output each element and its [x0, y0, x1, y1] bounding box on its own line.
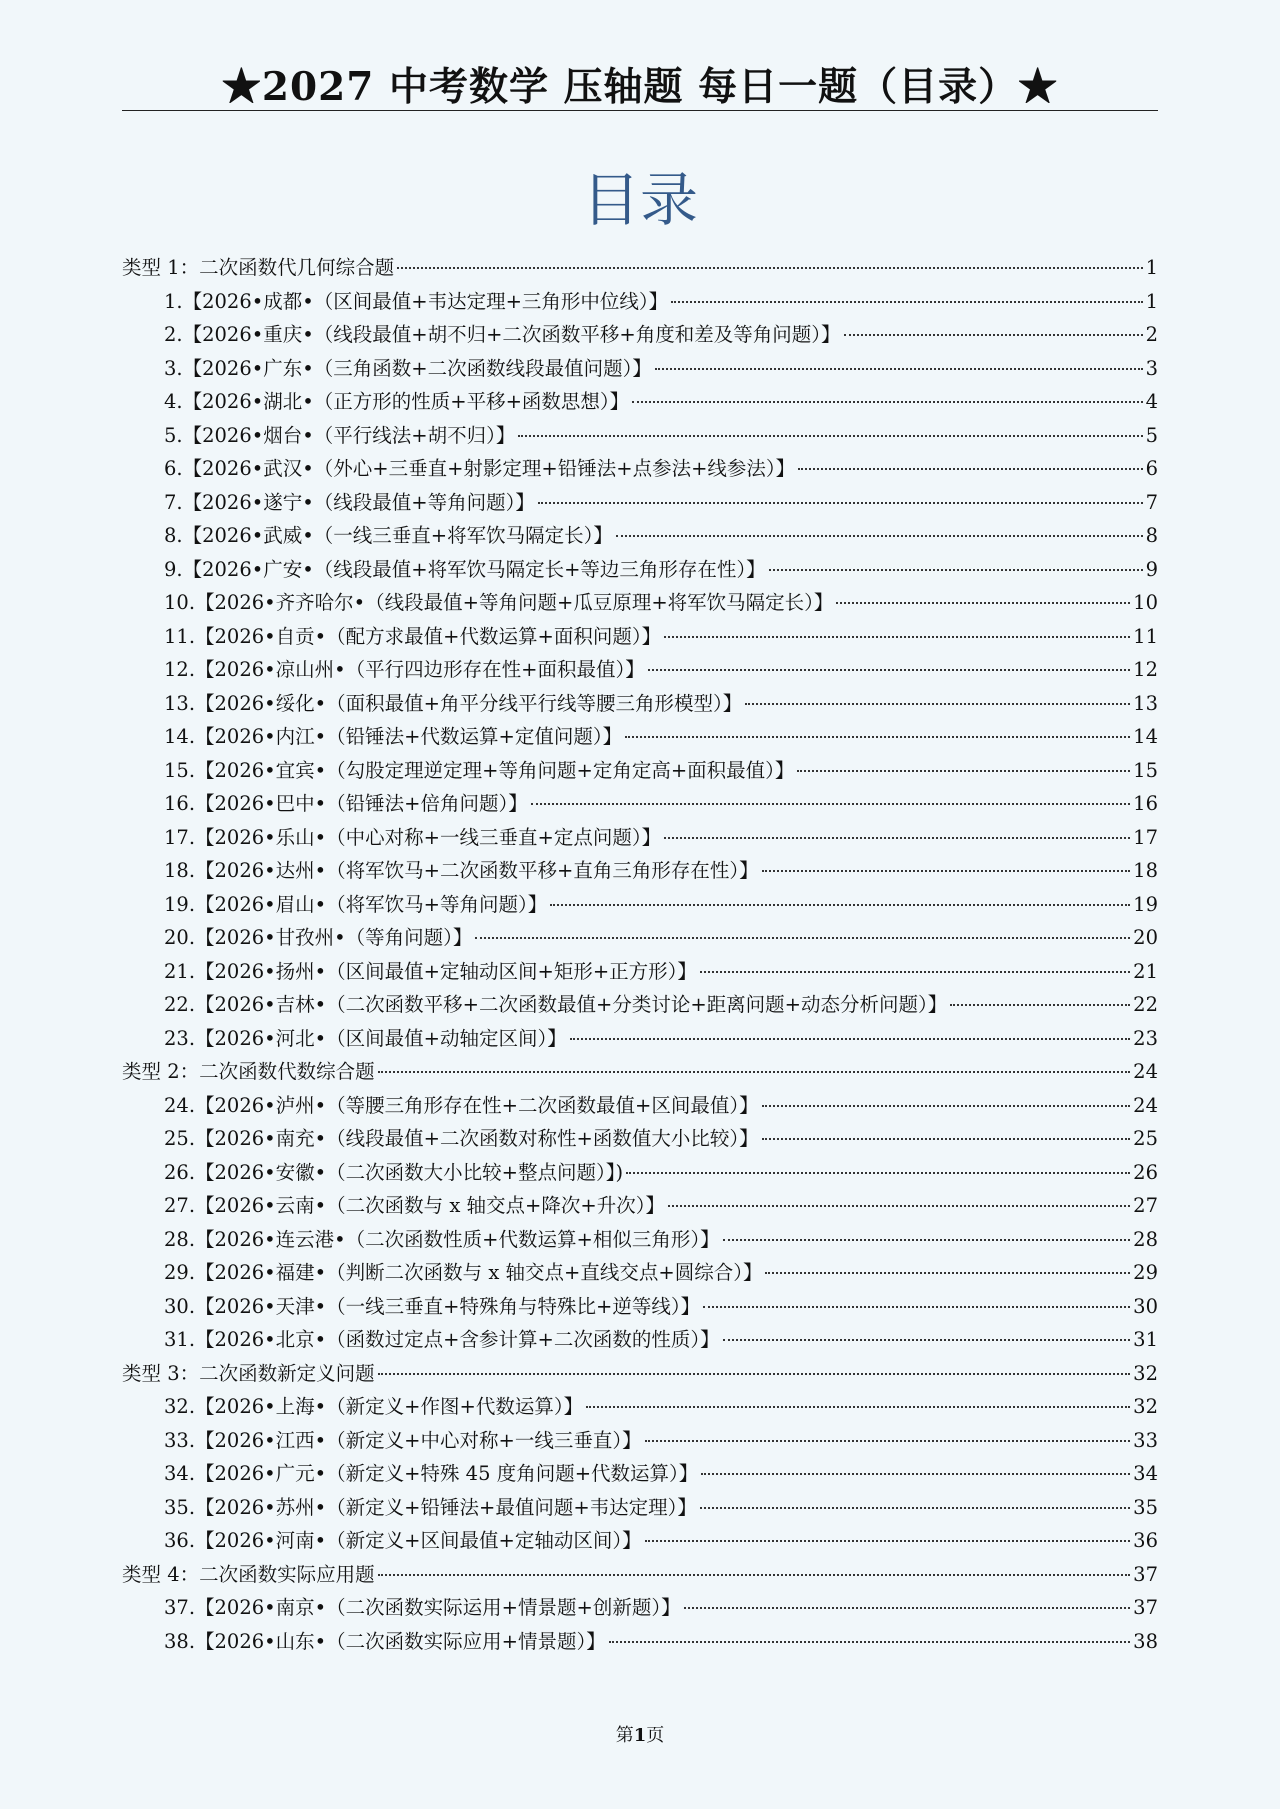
- toc-dot-leader: [538, 502, 1143, 504]
- toc-dot-leader: [586, 1406, 1130, 1408]
- toc-dot-leader: [648, 669, 1130, 671]
- toc-entry-text: 类型 2：二次函数代数综合题: [122, 1060, 375, 1083]
- toc-dot-leader: [378, 1071, 1131, 1073]
- toc-entry-text: 27.【2026•云南•（二次函数与 x 轴交点+降次+升次）】: [164, 1194, 665, 1217]
- toc-dot-leader: [844, 334, 1143, 336]
- toc-dot-leader: [655, 368, 1143, 370]
- toc-entry-text: 24.【2026•泸州•（等腰三角形存在性+二次函数最值+区间最值）】: [164, 1093, 759, 1117]
- toc-page-number: 36: [1133, 1529, 1158, 1552]
- toc-section-entry[interactable]: [122, 1558, 1158, 1592]
- toc-dot-leader: [645, 1440, 1131, 1442]
- toc-dot-leader: [769, 569, 1143, 571]
- toc-page-number: 37: [1133, 1596, 1158, 1619]
- toc-entry-text: 12.【2026•凉山州•（平行四边形存在性+面积最值）】: [164, 658, 645, 681]
- toc-entry-text: 14.【2026•内江•（铅锤法+代数运算+定值问题）】: [164, 725, 623, 748]
- toc-entry-text: 9.【2026•广安•（线段最值+将军饮马隔定长+等边三角形存在性）】: [164, 557, 766, 581]
- toc-page-number: 8: [1145, 524, 1158, 547]
- toc-entry[interactable]: [122, 1122, 1158, 1156]
- toc-dot-leader: [664, 636, 1130, 638]
- toc-entry-text: 26.【2026•安徽•（二次函数大小比较+整点问题）】): [164, 1160, 624, 1184]
- toc-dot-leader: [475, 937, 1130, 939]
- toc-entry[interactable]: [122, 553, 1158, 587]
- toc-page-number: 12: [1133, 658, 1158, 681]
- toc-page-number: 24: [1133, 1060, 1158, 1083]
- toc-entry[interactable]: [122, 419, 1158, 453]
- toc-page-number: 5: [1145, 423, 1158, 447]
- toc-entry-text: 22.【2026•吉林•（二次函数平移+二次函数最值+分类讨论+距离问题+动态分析问题）】: [164, 993, 948, 1016]
- toc-entry[interactable]: [122, 586, 1158, 620]
- toc-entry-text: 类型 3：二次函数新定义问题: [122, 1361, 375, 1385]
- toc-section-entry[interactable]: [122, 1357, 1158, 1391]
- toc-entry[interactable]: [122, 754, 1158, 788]
- toc-dot-leader: [645, 1540, 1131, 1542]
- toc-entry-text: 19.【2026•眉山•（将军饮马+等角问题）】: [164, 892, 548, 916]
- toc-page-number: 27: [1133, 1194, 1158, 1217]
- toc-page-number: 29: [1133, 1261, 1158, 1284]
- toc-page-number: 7: [1145, 490, 1158, 514]
- toc-entry[interactable]: [122, 1457, 1158, 1491]
- toc-dot-leader: [762, 1138, 1131, 1140]
- toc-entry[interactable]: [122, 888, 1158, 922]
- page-header-title: ★2027 中考数学 压轴题 每日一题（目录）★: [221, 64, 1059, 110]
- toc-page-number: 14: [1133, 725, 1158, 748]
- toc-dot-leader: [701, 1473, 1130, 1475]
- toc-entry-text: 21.【2026•扬州•（区间最值+定轴动区间+矩形+正方形）】: [164, 959, 697, 983]
- toc-page-number: 20: [1133, 926, 1158, 949]
- toc-dot-leader: [570, 1038, 1130, 1040]
- toc-page-number: 28: [1133, 1227, 1158, 1251]
- toc-entry[interactable]: [122, 653, 1158, 687]
- toc-entry[interactable]: [122, 318, 1158, 352]
- toc-entry-text: 4.【2026•湖北•（正方形的性质+平移+函数思想）】: [164, 390, 630, 413]
- toc-dot-leader: [664, 837, 1130, 839]
- toc-page-number: 18: [1133, 859, 1158, 882]
- toc-entry[interactable]: [122, 1591, 1158, 1625]
- table-of-contents: [122, 251, 1158, 1658]
- toc-heading: 目录: [581, 166, 698, 234]
- toc-page-number: 32: [1133, 1395, 1158, 1418]
- toc-entry[interactable]: [122, 1424, 1158, 1458]
- toc-dot-leader: [397, 267, 1142, 269]
- toc-entry-text: 1.【2026•成都•（区间最值+韦达定理+三角形中位线）】: [164, 289, 669, 313]
- toc-entry-text: 20.【2026•甘孜州•（等角问题）】: [164, 926, 473, 949]
- toc-page-number: 32: [1133, 1361, 1158, 1385]
- toc-entry[interactable]: [122, 1524, 1158, 1558]
- toc-entry-text: 35.【2026•苏州•（新定义+铅锤法+最值问题+韦达定理）】: [164, 1495, 697, 1519]
- toc-entry[interactable]: [122, 285, 1158, 319]
- toc-dot-leader: [723, 1239, 1131, 1241]
- toc-dot-leader: [762, 1105, 1131, 1107]
- toc-dot-leader: [531, 803, 1130, 805]
- toc-page-number: 23: [1133, 1026, 1158, 1050]
- toc-dot-leader: [700, 971, 1130, 973]
- toc-entry[interactable]: [122, 1290, 1158, 1324]
- toc-entry[interactable]: [122, 988, 1158, 1022]
- toc-section-entry[interactable]: [122, 251, 1158, 285]
- toc-entry-text: 25.【2026•南充•（线段最值+二次函数对称性+函数值大小比较）】: [164, 1127, 759, 1150]
- toc-entry-text: 11.【2026•自贡•（配方求最值+代数运算+面积问题）】: [164, 624, 662, 648]
- toc-dot-leader: [723, 1339, 1131, 1341]
- toc-dot-leader: [550, 904, 1130, 906]
- toc-entry-text: 7.【2026•遂宁•（线段最值+等角问题）】: [164, 490, 535, 514]
- toc-page-number: 19: [1133, 892, 1158, 916]
- toc-dot-leader: [950, 1004, 1130, 1006]
- toc-page-number: 33: [1133, 1428, 1158, 1452]
- toc-entry-text: 17.【2026•乐山•（中心对称+一线三垂直+定点问题）】: [164, 825, 662, 849]
- toc-entry-text: 5.【2026•烟台•（平行线法+胡不归）】: [164, 423, 516, 447]
- toc-entry[interactable]: [122, 1156, 1158, 1190]
- toc-entry-text: 36.【2026•河南•（新定义+区间最值+定轴动区间）】: [164, 1529, 642, 1552]
- toc-dot-leader: [609, 1641, 1130, 1643]
- toc-dot-leader: [518, 435, 1142, 437]
- toc-dot-leader: [378, 1373, 1131, 1375]
- toc-page-number: 6: [1145, 457, 1158, 480]
- toc-entry[interactable]: [122, 921, 1158, 955]
- toc-entry-text: 6.【2026•武汉•（外心+三垂直+射影定理+铅锤法+点参法+线参法）】: [164, 457, 796, 480]
- toc-entry-text: 28.【2026•连云港•（二次函数性质+代数运算+相似三角形）】: [164, 1227, 720, 1251]
- toc-entry-text: 30.【2026•天津•（一线三垂直+特殊角与特殊比+逆等线）】: [164, 1294, 701, 1318]
- toc-entry-text: 23.【2026•河北•（区间最值+动轴定区间）】: [164, 1026, 567, 1050]
- toc-dot-leader: [671, 301, 1142, 303]
- toc-entry[interactable]: [122, 787, 1158, 821]
- toc-entry[interactable]: [122, 1256, 1158, 1290]
- toc-entry[interactable]: [122, 687, 1158, 721]
- toc-entry[interactable]: [122, 854, 1158, 888]
- toc-dot-leader: [632, 401, 1142, 403]
- toc-entry-text: 33.【2026•江西•（新定义+中心对称+一线三垂直）】: [164, 1428, 642, 1452]
- toc-entry[interactable]: [122, 1022, 1158, 1056]
- toc-entry[interactable]: [122, 519, 1158, 553]
- toc-entry-text: 13.【2026•绥化•（面积最值+角平分线平行线等腰三角形模型）】: [164, 691, 743, 715]
- toc-page-number: 25: [1133, 1127, 1158, 1150]
- toc-section-entry[interactable]: [122, 1055, 1158, 1089]
- toc-entry-text: 15.【2026•宜宾•（勾股定理逆定理+等角问题+定角定高+面积最值）】: [164, 758, 795, 782]
- toc-page-number: 2: [1145, 323, 1158, 346]
- toc-page-number: 35: [1133, 1495, 1158, 1519]
- toc-dot-leader: [836, 602, 1130, 604]
- toc-entry[interactable]: [122, 720, 1158, 754]
- toc-entry-text: 18.【2026•达州•（将军饮马+二次函数平移+直角三角形存在性）】: [164, 859, 759, 882]
- toc-entry[interactable]: [122, 1323, 1158, 1357]
- toc-entry-text: 类型 4：二次函数实际应用题: [122, 1562, 375, 1586]
- toc-entry[interactable]: [122, 1223, 1158, 1257]
- toc-page-number: 1: [1145, 289, 1158, 313]
- toc-page-number: 11: [1133, 624, 1158, 648]
- toc-page-number: 30: [1133, 1294, 1158, 1318]
- toc-dot-leader: [745, 703, 1130, 705]
- toc-page-number: 3: [1145, 356, 1158, 380]
- toc-page-number: 10: [1133, 591, 1158, 614]
- toc-page-number: 21: [1133, 959, 1158, 983]
- toc-dot-leader: [625, 736, 1130, 738]
- toc-entry-text: 31.【2026•北京•（函数过定点+含参计算+二次函数的性质）】: [164, 1328, 720, 1351]
- toc-page-number: 4: [1145, 390, 1158, 413]
- toc-page-number: 34: [1133, 1462, 1158, 1485]
- toc-entry[interactable]: [122, 1491, 1158, 1525]
- toc-dot-leader: [616, 535, 1143, 537]
- toc-dot-leader: [626, 1172, 1130, 1174]
- toc-entry[interactable]: [122, 385, 1158, 419]
- toc-entry[interactable]: [122, 352, 1158, 386]
- toc-page-number: 1: [1145, 256, 1158, 279]
- toc-entry[interactable]: [122, 1089, 1158, 1123]
- toc-entry[interactable]: [122, 620, 1158, 654]
- toc-page-number: 16: [1133, 792, 1158, 815]
- toc-entry-text: 32.【2026•上海•（新定义+作图+代数运算）】: [164, 1395, 584, 1418]
- toc-page-number: 13: [1133, 691, 1158, 715]
- toc-entry-text: 34.【2026•广元•（新定义+特殊 45 度角问题+代数运算）】: [164, 1462, 699, 1485]
- toc-entry-text: 3.【2026•广东•（三角函数+二次函数线段最值问题）】: [164, 356, 652, 380]
- toc-entry[interactable]: [122, 821, 1158, 855]
- header-divider: [122, 110, 1158, 111]
- toc-page-number: 38: [1133, 1629, 1158, 1653]
- toc-entry-text: 10.【2026•齐齐哈尔•（线段最值+等角问题+瓜豆原理+将军饮马隔定长）】: [164, 591, 834, 614]
- page-footer: [0, 1721, 1280, 1747]
- toc-dot-leader: [684, 1607, 1131, 1609]
- toc-page-number: 24: [1133, 1093, 1158, 1117]
- toc-page-number: 15: [1133, 758, 1158, 782]
- toc-entry-text: 29.【2026•福建•（判断二次函数与 x 轴交点+直线交点+圆综合）】: [164, 1261, 763, 1284]
- toc-entry[interactable]: [122, 452, 1158, 486]
- toc-entry[interactable]: [122, 1189, 1158, 1223]
- toc-entry-text: 类型 1：二次函数代几何综合题: [122, 256, 395, 279]
- toc-dot-leader: [797, 770, 1130, 772]
- toc-page-number: 17: [1133, 825, 1158, 849]
- toc-page-number: 9: [1145, 557, 1158, 581]
- footer-prefix: 第: [615, 1725, 634, 1746]
- toc-dot-leader: [762, 870, 1131, 872]
- toc-page-number: 26: [1133, 1160, 1158, 1184]
- toc-dot-leader: [378, 1574, 1131, 1576]
- toc-dot-leader: [765, 1272, 1130, 1274]
- toc-page-number: 22: [1133, 993, 1158, 1016]
- footer-page-number: 1: [633, 1725, 647, 1746]
- toc-dot-leader: [700, 1507, 1130, 1509]
- toc-entry-text: 38.【2026•山东•（二次函数实际应用+情景题）】: [164, 1629, 606, 1653]
- toc-entry[interactable]: [122, 1625, 1158, 1659]
- footer-suffix: 页: [646, 1725, 665, 1746]
- toc-page-number: 31: [1133, 1328, 1158, 1351]
- toc-entry[interactable]: [122, 955, 1158, 989]
- toc-entry[interactable]: [122, 1390, 1158, 1424]
- toc-dot-leader: [798, 468, 1142, 470]
- toc-dot-leader: [668, 1205, 1130, 1207]
- toc-page-number: 37: [1133, 1562, 1158, 1586]
- toc-dot-leader: [703, 1306, 1130, 1308]
- toc-entry-text: 37.【2026•南京•（二次函数实际运用+情景题+创新题）】: [164, 1596, 681, 1619]
- toc-entry[interactable]: [122, 486, 1158, 520]
- toc-entry-text: 16.【2026•巴中•（铅锤法+倍角问题）】: [164, 792, 528, 815]
- toc-entry-text: 8.【2026•武威•（一线三垂直+将军饮马隔定长）】: [164, 524, 613, 547]
- toc-entry-text: 2.【2026•重庆•（线段最值+胡不归+二次函数平移+角度和差及等角问题）】: [164, 323, 841, 346]
